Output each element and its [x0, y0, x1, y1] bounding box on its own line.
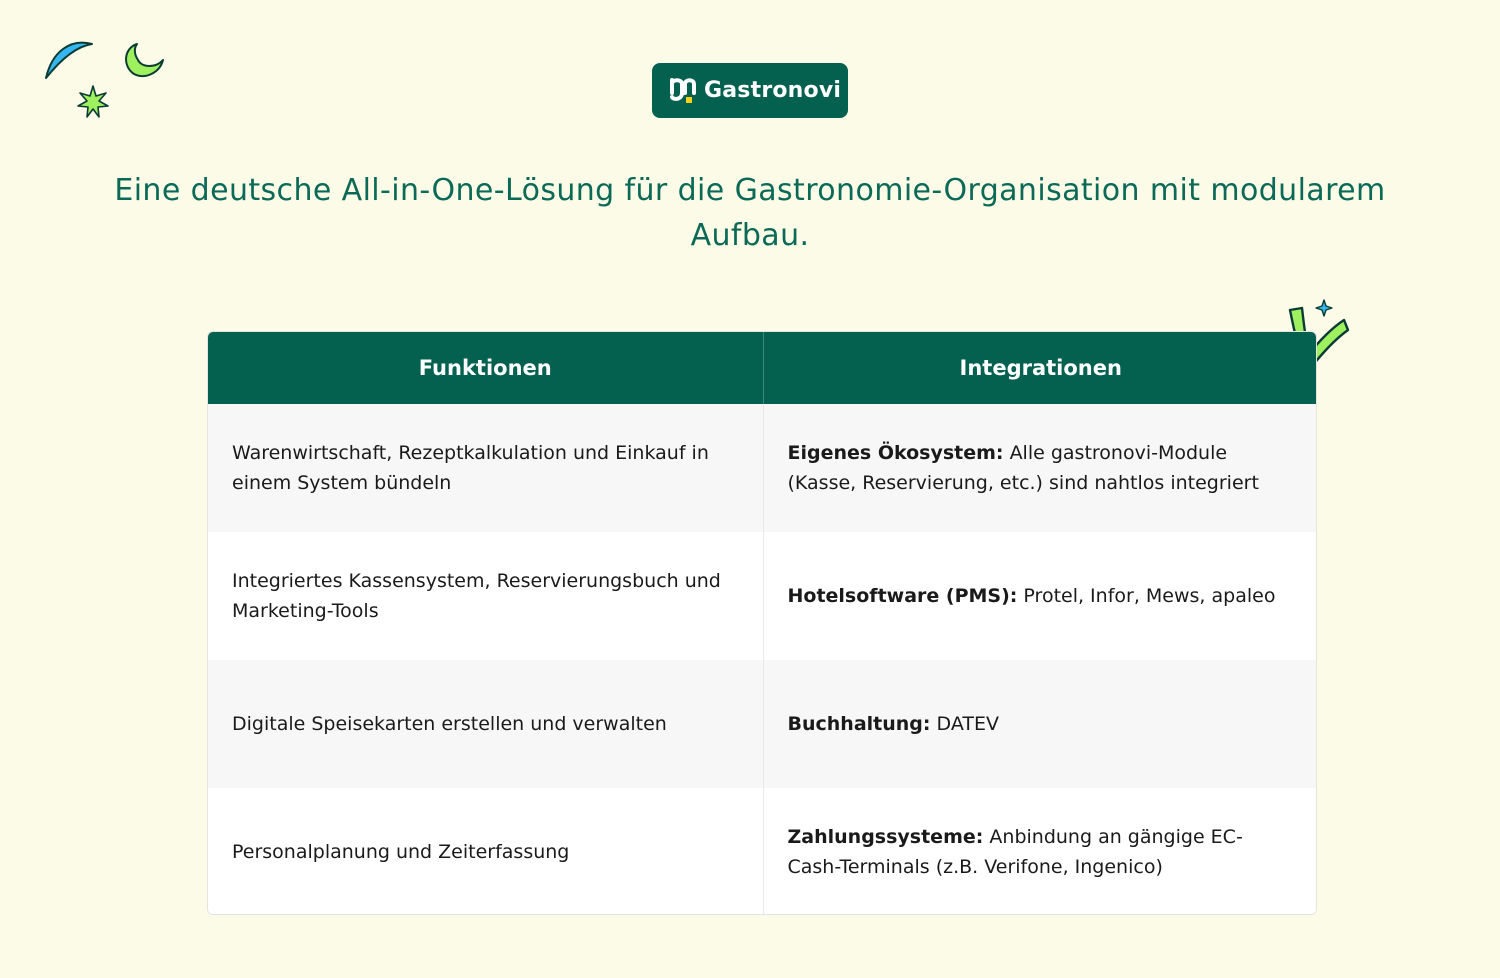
- integration-text: Anbindung an gängige EC-Cash-Terminals (z.B. Verifone, Ingenico): [787, 826, 1243, 878]
- table-row: [208, 532, 1317, 660]
- function-cell: Warenwirtschaft, Rezeptkalkulation und Einkauf in einem System bündeln: [208, 404, 763, 532]
- brand-logo[interactable]: [652, 63, 848, 118]
- integration-label: Zahlungssysteme:: [787, 826, 984, 848]
- logo-icon: [668, 76, 698, 106]
- crescent-icon: [46, 43, 92, 78]
- comparison-table: [207, 331, 1317, 915]
- table-row: [208, 404, 1317, 532]
- column-header-integrations: Integrationen: [763, 332, 1317, 404]
- page-title: Eine deutsche All-in-One-Lösung für die Gastronomie-Organisation mit modularem Aufbau.: [114, 173, 1386, 253]
- integration-text: DATEV: [936, 713, 999, 735]
- integration-label: Buchhaltung:: [787, 713, 931, 735]
- moon-icon: [126, 44, 163, 76]
- doodle-group: [0, 0, 200, 130]
- table-row: [208, 660, 1317, 788]
- function-cell: Digitale Speisekarten erstellen und verwalten: [208, 660, 763, 788]
- table-row: [208, 788, 1317, 915]
- integration-cell: [763, 788, 1317, 915]
- function-cell: Integriertes Kassensystem, Reservierungsbuch und Marketing-Tools: [208, 532, 763, 660]
- brand-name: Gastronovi: [704, 78, 842, 103]
- integration-text: Protel, Infor, Mews, apaleo: [1023, 585, 1276, 607]
- integration-cell: [763, 660, 1317, 788]
- integration-label: Eigenes Ökosystem:: [787, 442, 1004, 464]
- integration-text: Alle gastronovi-Module (Kasse, Reservierung, etc.) sind nahtlos integriert: [787, 442, 1259, 494]
- integration-cell: [763, 404, 1317, 532]
- column-header-functions: Funktionen: [208, 332, 763, 404]
- star-icon: [1316, 300, 1332, 316]
- sparkle-icon: [78, 86, 108, 117]
- integration-label: Hotelsoftware (PMS):: [787, 585, 1018, 607]
- table-header-row: [208, 332, 1317, 404]
- integration-cell: [763, 532, 1317, 660]
- function-cell: Personalplanung und Zeiterfassung: [208, 788, 763, 915]
